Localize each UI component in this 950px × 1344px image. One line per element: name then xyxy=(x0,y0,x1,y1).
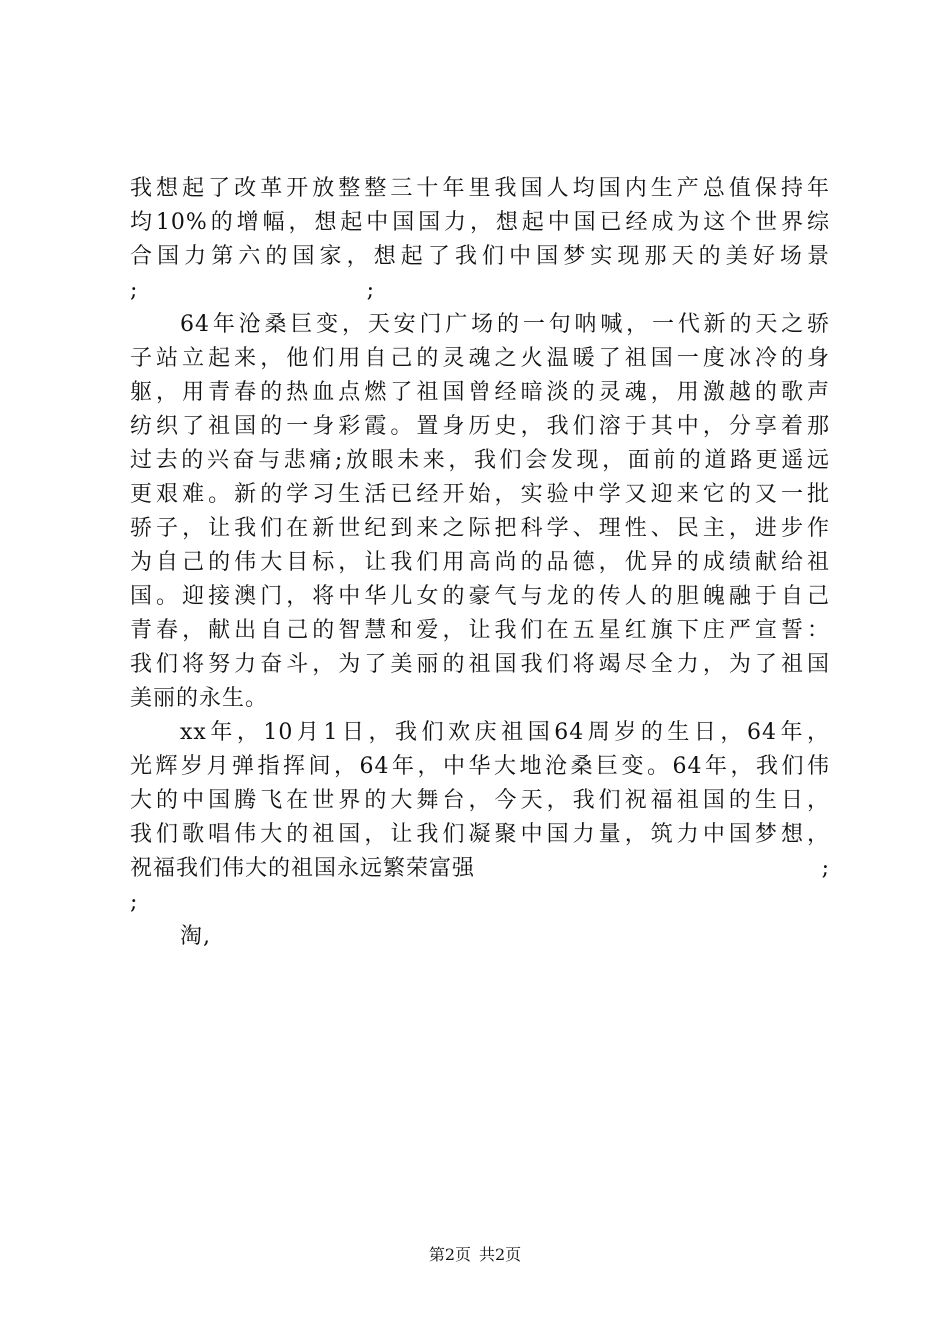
text-line: 均10%的增幅，想起中国国力，想起中国已经成为这个世界综 xyxy=(130,210,830,235)
text-line: 我们歌唱伟大的祖国，让我们凝聚中国力量，筑力中国梦想， xyxy=(130,822,830,847)
paragraph-start-line: 淘, xyxy=(180,924,211,949)
paragraph-start-line: xx年，10月1日，我们欢庆祖国64周岁的生日，64年， xyxy=(180,720,830,745)
document-body xyxy=(130,172,830,954)
text-line: 国。迎接澳门，将中华儿女的豪气与龙的传人的胆魄融于自己 xyxy=(130,584,830,609)
semicolon-mark: ; xyxy=(821,856,830,881)
text-line: 我想起了改革开放整整三十年里我国人均国内生产总值保持年 xyxy=(130,176,830,201)
semicolon-mark: ; xyxy=(366,278,375,303)
text-line: 青春，献出自己的智慧和爱，让我们在五星红旗下庄严宣誓： xyxy=(130,618,830,643)
paragraph-start-line: 64年沧桑巨变，天安门广场的一句呐喊，一代新的天之骄 xyxy=(180,312,830,337)
semicolon-mark: ; xyxy=(130,278,139,303)
page-number: 第2页 xyxy=(428,1245,471,1264)
text-line: 为自己的伟大目标，让我们用高尚的品德，优异的成绩献给祖 xyxy=(130,550,830,575)
text-line: 合国力第六的国家，想起了我们中国梦实现那天的美好场景 xyxy=(130,244,830,269)
text-line: 我们将努力奋斗，为了美丽的祖国我们将竭尽全力，为了祖国 xyxy=(130,652,830,677)
text-line: 光辉岁月弹指挥间，64年，中华大地沧桑巨变。64年，我们伟 xyxy=(130,754,830,779)
page-footer xyxy=(0,1243,950,1267)
text-line: 躯，用青春的热血点燃了祖国曾经暗淡的灵魂，用激越的歌声 xyxy=(130,380,830,405)
text-line xyxy=(130,274,830,308)
text-line: 纺织了祖国的一身彩霞。置身历史，我们溶于其中，分享着那 xyxy=(130,414,830,439)
text-line: 骄子，让我们在新世纪到来之际把科学、理性、民主，进步作 xyxy=(130,516,830,541)
text-line xyxy=(130,852,830,886)
page-total: 共2页 xyxy=(479,1245,522,1264)
semicolon-mark: ; xyxy=(130,890,139,915)
text-line: 大的中国腾飞在世界的大舞台，今天，我们祝福祖国的生日， xyxy=(130,788,830,813)
text-line: 过去的兴奋与悲痛;放眼未来，我们会发现，面前的道路更遥远 xyxy=(130,448,830,473)
text-line: 更艰难。新的学习生活已经开始，实验中学又迎来它的又一批 xyxy=(130,482,830,507)
text-fragment: 祝福我们伟大的祖国永远繁荣富强 xyxy=(130,856,476,881)
text-line: 子站立起来，他们用自己的灵魂之火温暖了祖国一度冰冷的身 xyxy=(130,346,830,371)
text-line: 美丽的永生。 xyxy=(130,686,269,711)
